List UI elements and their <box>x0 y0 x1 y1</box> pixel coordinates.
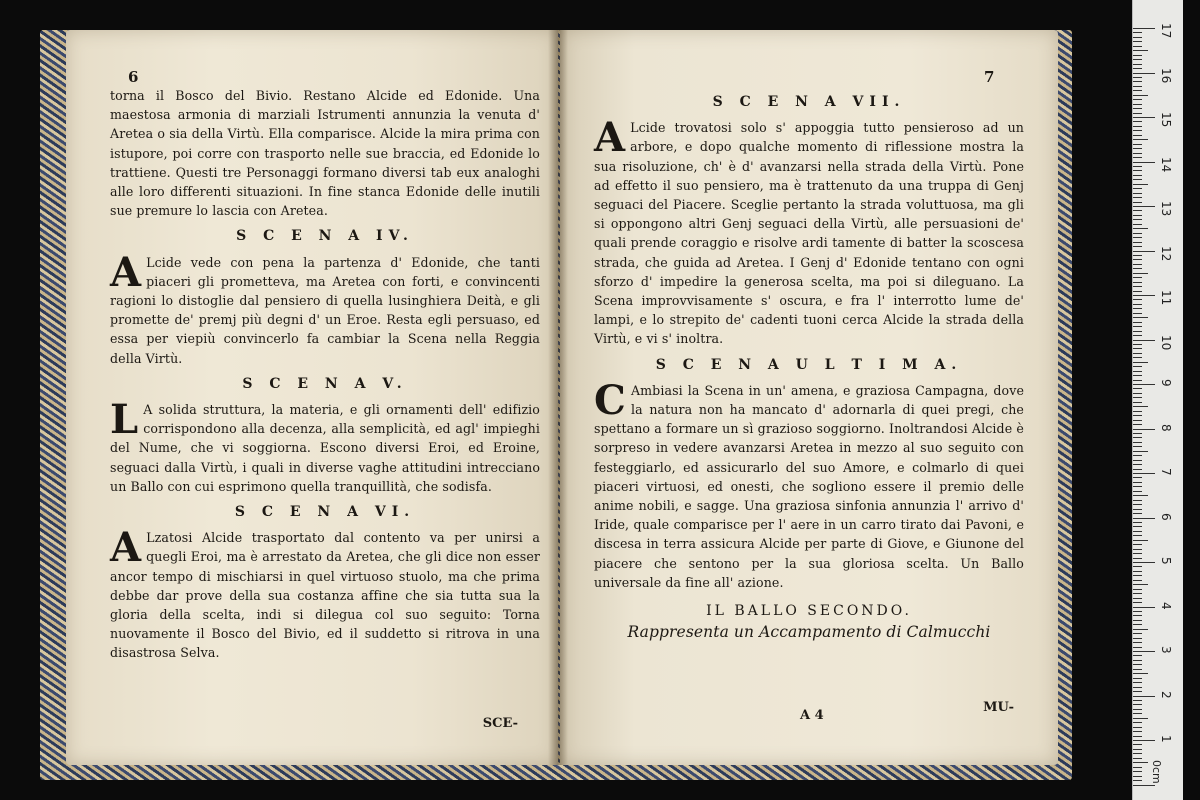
scene-ultima-paragraph <box>594 376 1024 592</box>
scene-4-paragraph <box>110 248 540 368</box>
ruler-tick <box>1133 615 1142 616</box>
ruler-tick <box>1133 348 1142 349</box>
ruler-tick <box>1133 446 1142 447</box>
ruler-tick <box>1133 242 1142 243</box>
ruler-tick <box>1133 495 1148 496</box>
ruler-tick <box>1133 304 1142 305</box>
ruler-tick <box>1133 571 1142 572</box>
ruler-tick <box>1133 81 1142 82</box>
ruler-tick <box>1133 251 1155 252</box>
dropcap: L <box>110 396 139 444</box>
ruler-tick <box>1133 157 1142 158</box>
ruler-number: 2 <box>1159 690 1173 699</box>
ballo-subtitle: Rappresenta un Accampamento di Calmucchi <box>627 623 991 642</box>
ruler-tick <box>1133 73 1155 74</box>
ruler-tick <box>1133 46 1142 47</box>
ruler-tick <box>1133 580 1142 581</box>
ruler-number: 14 <box>1159 156 1173 172</box>
ruler-tick <box>1133 331 1142 332</box>
ruler-tick <box>1133 188 1142 189</box>
ruler-tick <box>1133 130 1142 131</box>
scene-7-paragraph <box>594 114 1024 348</box>
ruler-number: 3 <box>1159 646 1173 654</box>
ruler-tick <box>1133 406 1148 407</box>
ruler-tick <box>1133 264 1142 265</box>
ruler-tick <box>1133 55 1142 56</box>
ruler-tick <box>1133 455 1142 456</box>
ruler-tick <box>1133 758 1142 759</box>
ruler-tick <box>1133 442 1142 443</box>
ruler-tick <box>1133 589 1142 590</box>
scene-6-paragraph <box>110 524 540 662</box>
ruler-tick <box>1133 460 1142 461</box>
catchword-right: MU- <box>983 700 1014 715</box>
ruler-tick <box>1133 179 1142 180</box>
ruler-tick <box>1133 473 1155 474</box>
ruler-tick <box>1133 299 1142 300</box>
ruler-tick <box>1133 509 1142 510</box>
ruler-tick <box>1133 322 1142 323</box>
ruler-tick <box>1133 291 1142 292</box>
ruler-tick <box>1133 669 1142 670</box>
ruler-tick <box>1133 126 1142 127</box>
ruler-tick <box>1133 393 1142 394</box>
ruler-tick <box>1133 642 1142 643</box>
ruler-tick <box>1133 113 1142 114</box>
ruler-tick <box>1133 553 1142 554</box>
ruler-tick <box>1133 647 1142 648</box>
ruler-tick <box>1133 362 1148 363</box>
ruler-tick <box>1133 678 1142 679</box>
ruler-tick <box>1133 549 1142 550</box>
left-page <box>66 30 558 765</box>
ruler-tick <box>1133 286 1142 287</box>
ruler-tick <box>1133 121 1142 122</box>
ruler-tick <box>1133 575 1142 576</box>
ruler-number: 8 <box>1159 423 1173 432</box>
ruler-tick <box>1133 722 1142 723</box>
ruler-tick <box>1133 344 1142 345</box>
ruler-tick <box>1133 388 1142 389</box>
ruler-tick <box>1133 491 1142 492</box>
ruler-tick <box>1133 277 1142 278</box>
ruler-tick <box>1133 727 1142 728</box>
ruler-tick <box>1133 95 1148 96</box>
ruler-tick <box>1133 197 1142 198</box>
scene-4-text: Lcide vede con pena la partenza d' Edonide, che tanti piaceri gli prometteva, ma Aretea con forti, e convincenti ragioni lo distoglie dal pensiero di quella lusinghiera Deità, e gli promette de' premj più degni d' un Eroe. Resta egli persuaso, ed essa per viepiù convincerlo fa cambiar la Scena nella Reggia della Virtù. <box>110 254 540 366</box>
ruler-tick <box>1133 215 1142 216</box>
ruler-tick <box>1133 371 1142 372</box>
dropcap: A <box>594 114 626 162</box>
ruler-tick <box>1133 544 1142 545</box>
ruler-tick <box>1133 620 1142 621</box>
scene-5-paragraph <box>110 396 540 496</box>
signature-mark: A 4 <box>800 708 824 723</box>
dropcap: A <box>110 248 142 296</box>
ruler-tick <box>1133 540 1148 541</box>
ruler-tick <box>1133 687 1142 688</box>
ruler-tick <box>1133 193 1142 194</box>
ruler-tick <box>1133 433 1142 434</box>
page-number-right: 7 <box>984 68 995 86</box>
ruler-number: 11 <box>1159 290 1173 306</box>
ruler-tick <box>1133 598 1142 599</box>
ruler-tick <box>1133 696 1155 697</box>
ruler-number: 9 <box>1159 379 1173 387</box>
ruler-tick <box>1133 86 1142 87</box>
ruler-tick <box>1133 90 1142 91</box>
ruler-tick <box>1133 99 1142 100</box>
ruler-tick <box>1133 366 1142 367</box>
right-page-text <box>594 86 1024 642</box>
scene-7-title: S C E N A VII. <box>712 94 906 110</box>
left-page-text <box>110 86 540 667</box>
ruler-tick <box>1133 762 1148 763</box>
ruler-tick <box>1133 224 1142 225</box>
ballo-heading: IL BALLO SECONDO. <box>706 603 912 620</box>
ruler-tick <box>1133 68 1142 69</box>
ruler-tick <box>1133 562 1155 563</box>
ruler-tick <box>1133 175 1142 176</box>
ruler-tick <box>1133 518 1155 519</box>
ruler-tick <box>1133 384 1155 385</box>
ruler-tick <box>1133 744 1142 745</box>
ruler-tick <box>1133 780 1142 781</box>
ruler-tick <box>1133 753 1142 754</box>
ruler-tick <box>1133 558 1142 559</box>
ruler-tick <box>1133 28 1155 29</box>
ruler-tick <box>1133 504 1142 505</box>
ruler-tick <box>1133 429 1155 430</box>
ruler-tick <box>1133 202 1142 203</box>
ruler-tick <box>1133 660 1142 661</box>
ruler-tick <box>1133 255 1142 256</box>
ruler-tick <box>1133 749 1142 750</box>
ruler-tick <box>1133 282 1142 283</box>
scene-5-title: S C E N A V. <box>242 375 408 392</box>
ruler-tick <box>1133 767 1142 768</box>
ruler-tick <box>1133 340 1155 341</box>
ruler-tick <box>1133 415 1142 416</box>
ruler-tick <box>1133 411 1142 412</box>
scene-6-title: S C E N A VI. <box>234 504 416 521</box>
ruler-tick <box>1133 153 1142 154</box>
ruler-tick <box>1133 59 1142 60</box>
ruler-tick <box>1133 740 1155 741</box>
ruler-number: 4 <box>1159 601 1173 610</box>
ruler-tick <box>1133 655 1142 656</box>
ruler-tick <box>1133 424 1142 425</box>
ruler-tick <box>1133 691 1142 692</box>
scene-5-text: A solida struttura, la materia, e gli ornamenti dell' edifizio corrispondono alla decenza, alla semplicità, ed agl' impieghi del Nume, che vi soggiorna. Escono diversi Eroi, ed Eroine, seguaci dalla Virtù, i quali in diverse vaghe attitudini intrecciano un Ballo con cui esprimono quella tranquillità, che sodisfa. <box>110 402 540 494</box>
ruler-tick <box>1133 295 1155 296</box>
ruler-tick <box>1133 718 1148 719</box>
ruler-tick <box>1133 237 1142 238</box>
ruler-tick <box>1133 624 1142 625</box>
page-number-left: 6 <box>128 68 139 86</box>
ruler-tick <box>1133 629 1148 630</box>
ruler-number: 1 <box>1159 735 1173 743</box>
ruler-tick <box>1133 402 1142 403</box>
ruler-tick <box>1133 776 1142 777</box>
ruler-tick <box>1133 638 1142 639</box>
ruler-number: 15 <box>1159 112 1173 128</box>
ruler-tick <box>1133 700 1142 701</box>
ruler-tick <box>1133 535 1142 536</box>
ruler-number: 6 <box>1159 512 1173 521</box>
ruler-tick <box>1133 210 1142 211</box>
ruler-tick <box>1133 32 1142 33</box>
ruler-tick <box>1133 77 1142 78</box>
ruler-unit-label: 0cm <box>1150 760 1163 784</box>
ruler-tick <box>1133 317 1148 318</box>
ruler-tick <box>1133 477 1142 478</box>
ruler-tick <box>1133 233 1142 234</box>
ruler-tick <box>1133 731 1142 732</box>
ruler-number: 13 <box>1159 201 1173 217</box>
scene-ultima-text: Ambiasi la Scena in un' amena, e graziosa Campagna, dove la natura non ha mancato d' adornarla di quei pregi, che spettano a formare un sì grazioso soggiorno. Inoltrandosi Alcide è sorpreso in vedere avanzarsi Aretea in mezzo al suo seguito con festeggiarlo, ed assicurarlo del suo Amore, e colmarlo di quei piaceri virtuosi, ed onesti, che sogliono essere il premio delle anime nobili, e sagge. Una graziosa sinfonia annunzia l' arrivo d' Iride, quale comparisce per l' aere in un carro tirato dai Pavoni, e discesa in terra assicura Alcide per parte di Giove, e Giunone del piacere che sentono per la sua gloriosa scelta. Un Ballo universale da fine all' azione. <box>594 382 1024 590</box>
ruler-tick <box>1133 482 1142 483</box>
scene-4-title: S C E N A IV. <box>236 228 414 245</box>
ruler-tick <box>1133 380 1142 381</box>
ruler-tick <box>1133 522 1142 523</box>
ruler-tick <box>1133 268 1142 269</box>
ruler-tick <box>1133 144 1142 145</box>
dropcap: C <box>594 376 626 424</box>
scene-7-text: Lcide trovatosi solo s' appoggia tutto pensieroso ad un arbore, e dopo qualche momento di riflessione mostra la sua risoluzione, ch' è d' avanzarsi nella strada della Virtù. Pone ad effetto il suo pensiero, ma è trattenuto da una truppa di Genj seguaci del Piacere. Sceglie pertanto la strada voluttuosa, ma gli si oppongono altri Genj seguaci della Virtù, alle persuasioni de' quali prende coraggio e risolve ardi tamente di batter la scoscesa strada, che guida ad Aretea. I Genj d' Edonide tentano con ogni sforzo d' impedire la generosa scelta, ma poi si dileguano. La Scena improvvisamente s' oscura, e fra l' interrotto lume de' lampi, e lo strepito de' cadenti tuoni cerca Alcide la strada della Virtù, e vi s' inoltra. <box>594 120 1024 347</box>
scene-ultima-title: S C E N A U L T I M A. <box>655 356 963 373</box>
ruler-tick <box>1133 500 1142 501</box>
ruler-tick <box>1133 464 1142 465</box>
ruler-tick <box>1133 166 1142 167</box>
ruler-tick <box>1133 651 1155 652</box>
ruler-tick <box>1133 566 1142 567</box>
ruler-tick <box>1133 469 1142 470</box>
ruler-tick <box>1133 709 1142 710</box>
ruler-tick <box>1133 611 1142 612</box>
ruler-number: 10 <box>1159 334 1173 350</box>
ruler-tick <box>1133 664 1142 665</box>
ruler-tick <box>1133 397 1142 398</box>
ruler-tick <box>1133 228 1148 229</box>
ruler-tick <box>1133 353 1142 354</box>
catchword-left: SCE- <box>482 716 518 731</box>
ruler-tick <box>1133 313 1142 314</box>
ruler-number: 7 <box>1159 468 1173 476</box>
ruler-tick <box>1133 682 1142 683</box>
ruler-tick <box>1133 273 1148 274</box>
ruler-tick <box>1133 420 1142 421</box>
ruler-tick <box>1133 607 1155 608</box>
ruler-number: 17 <box>1159 23 1173 39</box>
ruler-tick <box>1133 184 1148 185</box>
ruler-tick <box>1133 117 1155 118</box>
ruler-tick <box>1133 593 1142 594</box>
ruler-tick <box>1133 584 1148 585</box>
ruler-tick <box>1133 37 1142 38</box>
ruler-tick <box>1133 673 1148 674</box>
ruler-tick <box>1133 531 1142 532</box>
ruler-tick <box>1133 513 1142 514</box>
dropcap: A <box>110 524 142 572</box>
book-gutter <box>548 30 568 765</box>
ruler-tick <box>1133 526 1142 527</box>
opening-paragraph: torna il Bosco del Bivio. Restano Alcide ed Edonide. Una maestosa armonia di marziali Istrumenti annunzia la venuta d' Aretea o sia della Virtù. Ella comparisce. Alcide la mira prima con istupore, poi corre con trasporto nelle sue braccia, ed Edonide lo trattiene. Questi tre Personaggi formano diversi tab eux analoghi alle loro differenti situazioni. In fine stanca Edonide delle inutili sue premure lo lascia con Aretea. <box>110 88 540 219</box>
ruler-tick <box>1133 335 1142 336</box>
ruler-tick <box>1133 326 1142 327</box>
ruler-tick <box>1133 771 1142 772</box>
ruler-tick <box>1133 451 1148 452</box>
ruler-tick <box>1133 206 1155 207</box>
ruler-tick <box>1133 135 1142 136</box>
ruler-tick <box>1133 170 1142 171</box>
ruler-tick <box>1133 375 1142 376</box>
ruler-tick <box>1133 736 1142 737</box>
ruler-number: 16 <box>1159 67 1173 83</box>
ruler-tick <box>1133 602 1142 603</box>
measuring-ruler <box>1132 0 1183 800</box>
ruler-tick <box>1133 50 1148 51</box>
right-page <box>560 30 1058 765</box>
ruler-tick <box>1133 486 1142 487</box>
ruler-tick <box>1133 259 1142 260</box>
ruler-tick <box>1133 633 1142 634</box>
ruler-number: 5 <box>1159 557 1173 565</box>
ruler-tick <box>1133 437 1142 438</box>
ruler-tick <box>1133 139 1148 140</box>
ruler-tick <box>1133 148 1142 149</box>
ruler-tick <box>1133 108 1142 109</box>
ruler-tick <box>1133 308 1142 309</box>
ruler-tick <box>1133 219 1142 220</box>
ruler-tick <box>1133 785 1155 786</box>
ruler-number: 12 <box>1159 245 1173 261</box>
ruler-tick <box>1133 64 1142 65</box>
scene-6-text: Lzatosi Alcide trasportato dal contento va per unirsi a quegli Eroi, ma è arrestato da Aretea, che gli dice non esser ancor tempo di mischiarsi in quel virtuoso stuolo, ma che prima debbe dar prove della sua costanza affine che sia tutta sua la gloria della scelta, indi si dilegua col suo seguito: Torna nuovamente il Bosco del Bivio, ed il suddetto si ritrova in una disastrosa Selva. <box>110 530 540 661</box>
ruler-tick <box>1133 246 1142 247</box>
ruler-tick <box>1133 162 1155 163</box>
ruler-tick <box>1133 713 1142 714</box>
ruler-tick <box>1133 41 1142 42</box>
ruler-tick <box>1133 104 1142 105</box>
ruler-tick <box>1133 704 1142 705</box>
ruler-tick <box>1133 357 1142 358</box>
